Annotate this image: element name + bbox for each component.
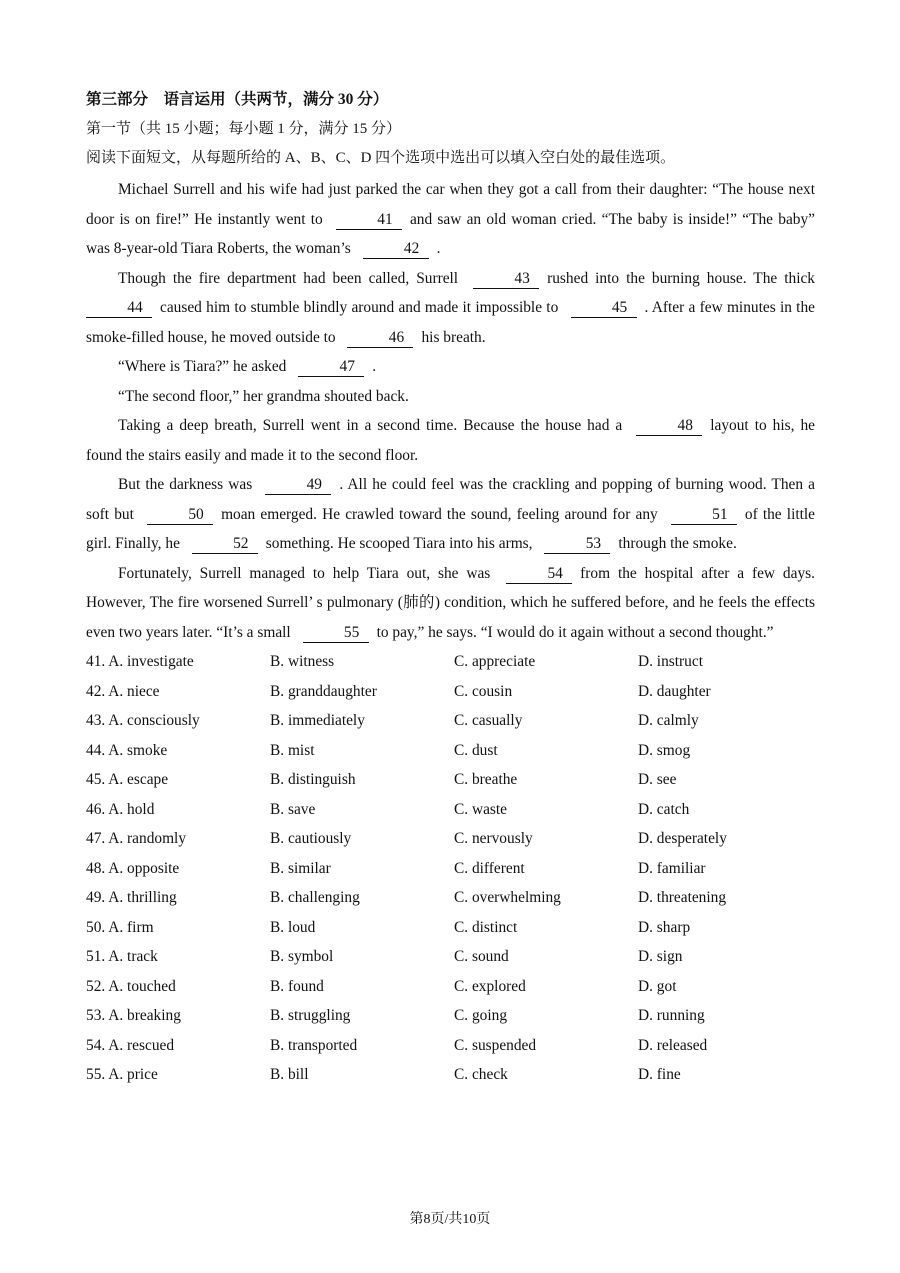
option-b: B. immediately	[270, 712, 365, 729]
option-c: C. going	[454, 1007, 508, 1024]
option-d: D. daughter	[638, 682, 711, 700]
passage-text: “The second floor,” her grandma shouted back.	[118, 387, 409, 405]
option-d: D. fine	[638, 1066, 681, 1083]
section-title: 第三部分 语言运用（共两节，满分 30 分）	[86, 91, 389, 108]
option-b: B. challenging	[270, 889, 360, 906]
question-53-options	[86, 1001, 815, 1031]
option-d: D. got	[638, 977, 677, 995]
passage-text: Michael Surrell and his wife had just parked the car when they got a call from their daughter: “The house next door is on fire!” He instantly went to	[86, 181, 815, 228]
option-d: D. familiar	[638, 859, 706, 877]
question-49-options	[86, 883, 815, 913]
blank-54: 54	[506, 565, 572, 584]
blank-53: 53	[544, 535, 610, 554]
option-a: 46. A. hold	[86, 800, 155, 818]
passage-text: Though the fire department had been called, Surrell	[118, 269, 459, 287]
question-54-options	[86, 1031, 815, 1061]
question-41-options	[86, 647, 815, 677]
paragraph-6	[86, 470, 815, 559]
option-b: B. bill	[270, 1066, 309, 1083]
passage-text: his breath.	[421, 328, 486, 346]
question-43-options	[86, 706, 815, 736]
option-a: 54. A. rescued	[86, 1036, 175, 1054]
option-a: 50. A. firm	[86, 918, 154, 936]
option-c: C. sound	[454, 948, 509, 965]
blank-51: 51	[671, 506, 737, 525]
passage-text: from the hospital after a few days. However, The fire worsened Surrell’ s pulmonary (肺的) condition, which he suffered before, and he feels the effects even two years later. “It’s a small	[86, 564, 815, 641]
paragraph-7	[86, 559, 815, 648]
question-55-options	[86, 1060, 815, 1090]
option-a: 42. A. niece	[86, 682, 160, 700]
passage-text: something. He scooped Tiara into his arms,	[265, 535, 533, 552]
question-44-options	[86, 736, 815, 766]
paragraph-1	[86, 175, 815, 264]
option-a: 49. A. thrilling	[86, 889, 177, 906]
option-a: 44. A. smoke	[86, 741, 168, 759]
option-d: D. sign	[638, 948, 683, 965]
option-d: D. running	[638, 1007, 705, 1024]
blank-49: 49	[265, 476, 331, 495]
blank-55: 55	[303, 624, 369, 643]
passage-text: through the smoke.	[618, 535, 737, 552]
option-a: 41. A. investigate	[86, 653, 194, 670]
option-d: D. see	[638, 771, 677, 788]
passage-text: . After a few minutes in the smoke-filled house, he moved outside to	[86, 299, 815, 346]
blank-47: 47	[298, 358, 364, 377]
passage-text: rushed into the burning house. The thick	[547, 269, 815, 287]
option-a: 53. A. breaking	[86, 1007, 181, 1024]
option-d: D. instruct	[638, 653, 703, 670]
paragraph-2	[86, 264, 815, 353]
blank-43: 43	[473, 270, 539, 289]
paragraph-4	[86, 382, 815, 412]
question-48-options	[86, 854, 815, 884]
blank-52: 52	[192, 535, 258, 554]
exam-page	[86, 88, 815, 1090]
option-d: D. desperately	[638, 830, 727, 847]
question-46-options	[86, 795, 815, 825]
option-b: B. symbol	[270, 948, 334, 965]
blank-41: 41	[336, 211, 402, 230]
page-number: 第8页/共10页	[409, 1212, 491, 1227]
option-d: D. sharp	[638, 918, 691, 936]
instructions: 阅读下面短文，从每题所给的 A、B、C、D 四个选项中选出可以填入空白处的最佳选项。	[86, 150, 676, 166]
option-b: B. struggling	[270, 1007, 351, 1024]
option-b: B. found	[270, 977, 324, 995]
option-a: 45. A. escape	[86, 771, 169, 788]
option-b: B. save	[270, 800, 316, 818]
passage-text: But the darkness was	[118, 476, 253, 493]
blank-48: 48	[636, 417, 702, 436]
option-c: C. breathe	[454, 771, 518, 788]
option-d: D. smog	[638, 741, 691, 759]
option-c: C. nervously	[454, 830, 533, 847]
option-d: D. released	[638, 1036, 708, 1054]
option-d: D. calmly	[638, 712, 699, 729]
option-d: D. catch	[638, 800, 690, 818]
option-b: B. mist	[270, 741, 315, 759]
passage-text: Fortunately, Surrell managed to help Tiara out, she was	[118, 564, 491, 582]
passage-text: to pay,” he says. “I would do it again without a second thought.”	[376, 623, 774, 641]
question-45-options	[86, 765, 815, 795]
option-b: B. transported	[270, 1036, 358, 1054]
question-47-options	[86, 824, 815, 854]
option-b: B. cautiously	[270, 830, 352, 847]
option-c: C. explored	[454, 977, 526, 995]
blank-50: 50	[147, 506, 213, 525]
option-c: C. suspended	[454, 1036, 537, 1054]
option-c: C. different	[454, 859, 525, 877]
option-b: B. granddaughter	[270, 682, 377, 700]
option-c: C. appreciate	[454, 653, 536, 670]
paragraph-3	[86, 352, 815, 382]
option-a: 43. A. consciously	[86, 712, 200, 729]
passage-text: .	[372, 358, 377, 375]
option-c: C. check	[454, 1066, 508, 1083]
passage-text: caused him to stumble blindly around and made it impossible to	[160, 299, 559, 316]
option-b: B. distinguish	[270, 771, 356, 788]
option-c: C. cousin	[454, 682, 513, 700]
option-d: D. threatening	[638, 889, 727, 906]
option-c: C. waste	[454, 800, 508, 818]
passage-text: moan emerged. He crawled toward the sound, feeling around for any	[221, 505, 658, 523]
paragraph-5	[86, 411, 815, 470]
question-50-options	[86, 913, 815, 943]
blank-46: 46	[347, 329, 413, 348]
options-list	[86, 647, 815, 1090]
passage-text: and saw an old woman cried. “The baby is inside!” “The baby” was 8-year-old Tiara Roberts, the woman’s	[86, 210, 815, 257]
option-a: 48. A. opposite	[86, 859, 180, 877]
option-c: C. overwhelming	[454, 889, 561, 906]
passage-text: of the little girl. Finally, he	[86, 505, 816, 552]
blank-42: 42	[363, 240, 429, 259]
passage-text: layout to his, he found the stairs easily and made it to the second floor.	[86, 417, 815, 464]
option-a: 55. A. price	[86, 1066, 158, 1083]
option-a: 47. A. randomly	[86, 830, 187, 847]
question-42-options	[86, 677, 815, 707]
option-a: 52. A. touched	[86, 977, 176, 995]
blank-45: 45	[571, 299, 637, 318]
question-51-options	[86, 942, 815, 972]
option-a: 51. A. track	[86, 948, 158, 965]
subsection-title: 第一节（共 15 小题；每小题 1 分，满分 15 分）	[86, 121, 402, 137]
option-c: C. distinct	[454, 918, 518, 936]
option-c: C. casually	[454, 712, 523, 729]
option-b: B. similar	[270, 859, 331, 877]
option-b: B. witness	[270, 653, 335, 670]
passage-text: .	[436, 240, 441, 257]
blank-44: 44	[86, 299, 152, 318]
passage-text: Taking a deep breath, Surrell went in a second time. Because the house had a	[118, 417, 623, 434]
passage	[86, 175, 815, 647]
question-52-options	[86, 972, 815, 1002]
passage-text: . All he could feel was the crackling and popping of burning wood. Then a soft but	[86, 476, 815, 523]
option-c: C. dust	[454, 741, 498, 759]
passage-text: “Where is Tiara?” he asked	[118, 358, 287, 375]
option-b: B. loud	[270, 918, 316, 936]
